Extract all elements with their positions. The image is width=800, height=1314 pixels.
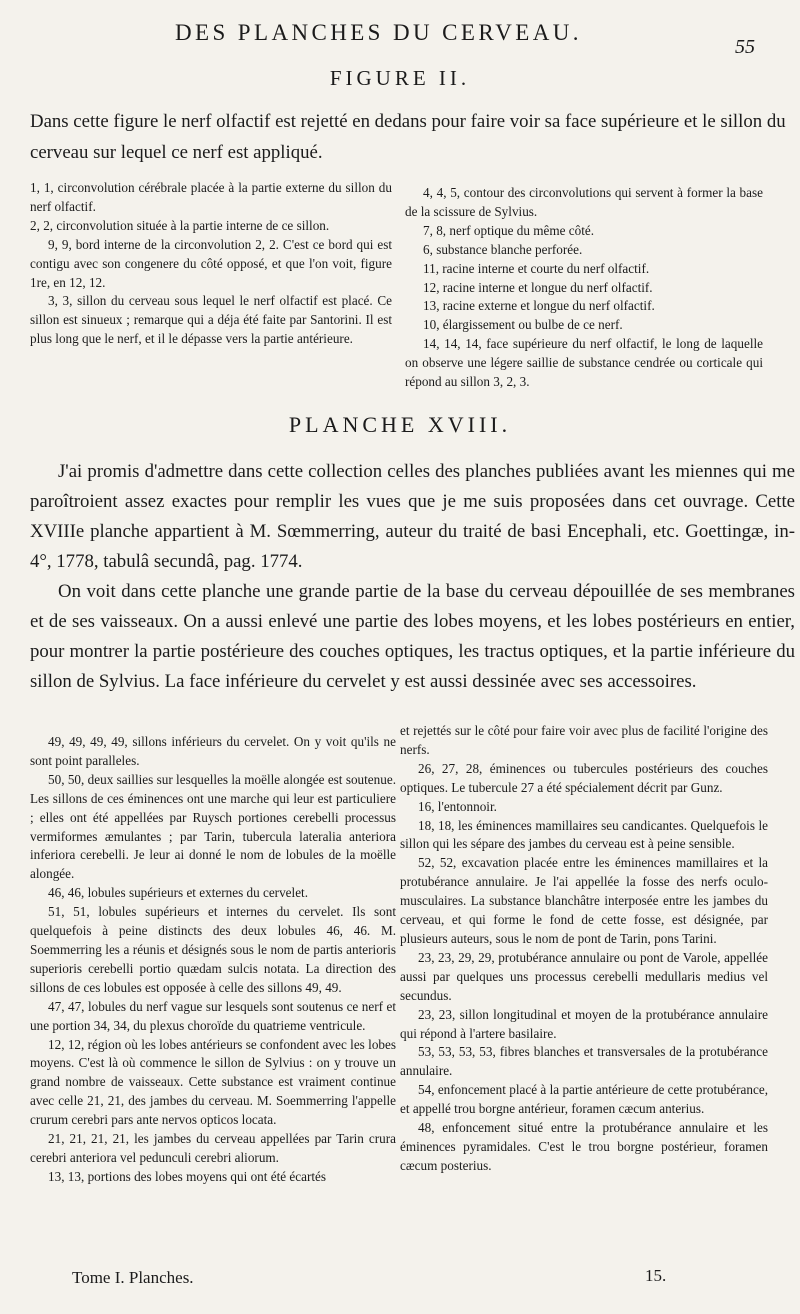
- legend-item: 2, 2, circonvolution située à la partie interne de ce sillon.: [30, 217, 330, 233]
- legend-item: 4, 4, 5, contour des circonvolutions qui servent à former la base de la scissure de Sylvius.: [405, 185, 763, 219]
- legend-item: 23, 23, sillon longitudinal et moyen de la protubérance annulaire qui répond à l'artere basilaire.: [400, 1006, 768, 1041]
- legend-item: 26, 27, 28, éminences ou tubercules postérieurs des couches optiques. Le tubercule 27 a été spécialement décrit par Gunz.: [400, 760, 768, 795]
- legend-item: et rejettés sur le côté pour faire voir avec plus de facilité l'origine des nerfs.: [400, 723, 768, 757]
- legend-item: 6, substance blanche perforée.: [423, 241, 583, 257]
- legend-item: 7, 8, nerf optique du même côté.: [423, 222, 595, 238]
- legend-item: 14, 14, 14, face supérieure du nerf olfactif, le long de laquelle on observe une légere saillie de substance cendrée ou corticale qui répond au sillon 3, 2, 3.: [405, 336, 763, 390]
- page-number: 55: [735, 36, 755, 58]
- plate-legend-left-column: [30, 733, 396, 1187]
- figure-legend-left-column: [30, 179, 392, 349]
- plate-intro-paragraph: J'ai promis d'admettre dans cette collection celles des planches publiées avant les miennes qui me paroîtroient assez exactes pour remplir les vues que je me suis proposées dans cet ouvrage. Cette XVIIIe planche appartient à M. Sœmmerring, auteur du traité de basi Encephali, etc. Goettingæ, in-4°, 1778, tabulâ secundâ, pag. 1774.: [30, 461, 795, 572]
- running-title: DES PLANCHES DU CERVEAU.: [175, 20, 582, 45]
- figure-title: FIGURE II.: [329, 66, 471, 90]
- legend-item: 54, enfoncement placé à la partie antérieure de cette protubérance, et appellé trou borgne antérieur, foramen cæcum anterius.: [400, 1082, 768, 1117]
- figure-legend-right-column: [405, 184, 763, 392]
- volume-title: Tome I. Planches.: [72, 1268, 194, 1287]
- legend-item: 51, 51, lobules supérieurs et internes du cervelet. Ils sont quelquefois à peine distincts des deux lobules 46, 46. M. Soemmerring les a réunis et désignés sous le nom de partis anterioris superioris cerebelli portio quædam sulcis notata. La direction des sillons de ces lobules est opposée à celle des sillons 49, 49.: [30, 904, 396, 995]
- plate-intro-paragraph: On voit dans cette planche une grande partie de la base du cerveau dépouillée de ses membranes et de ses vaisseaux. On a aussi enlevé une partie des lobes moyens, et les lobes postérieurs en entier, pour montrer la partie postérieure des couches optiques, les tractus optiques, et la partie inférieure du sillon de Sylvius. La face inférieure du cervelet y est aussi dessinée avec ses accessoires.: [30, 581, 795, 692]
- legend-item: 46, 46, lobules supérieurs et externes du cervelet.: [48, 885, 309, 901]
- plate-title: PLANCHE XVIII.: [288, 412, 512, 437]
- legend-item: 16, l'entonnoir.: [418, 798, 497, 814]
- plate-intro: [30, 457, 795, 697]
- signature-mark: 15.: [645, 1266, 667, 1285]
- legend-item: 1, 1, circonvolution cérébrale placée à la partie externe du sillon du nerf olfactif.: [30, 180, 392, 214]
- legend-item: 10, élargissement ou bulbe de ce nerf.: [423, 317, 623, 333]
- legend-item: 12, 12, région où les lobes antérieurs se confondent avec les lobes moyens. C'est là où commence le sillon de Sylvius : on y trouve un grand nombre de vaisseaux. Cette substance est vraiment continue avec celle 21, 21, des jambes du cerveau. M. Soemmerring l'appelle crurum cerebri pars ante nervos opticos locata.: [30, 1036, 396, 1128]
- legend-item: 48, enfoncement situé entre la protubérance annulaire et les éminences pyramidales. C'est le trou borgne postérieur, foramen cæcum posterius.: [400, 1120, 768, 1173]
- legend-item: 21, 21, 21, 21, les jambes du cerveau appellées par Tarin crura cerebri anteriora vel pedunculi cerebri aliorum.: [30, 1131, 396, 1165]
- figure-intro-paragraph: Dans cette figure le nerf olfactif est rejetté en dedans pour faire voir sa face supérieure et le sillon du cerveau sur lequel ce nerf est appliqué.: [30, 111, 786, 163]
- figure-intro: [30, 106, 788, 168]
- legend-item: 13, racine externe et longue du nerf olfactif.: [423, 298, 655, 314]
- legend-item: 52, 52, excavation placée entre les éminences mamillaires et la protubérance annulaire. Je l'ai appellée la fosse des nerfs oculo-musculaires. La substance blanchâtre interposée entre les jambes du cerveau, et qui forme le fond de cette fosse, est désignée, par plusieurs auteurs, sous le nom de pont de Tarin, pons Tarini.: [400, 855, 768, 946]
- legend-item: 23, 23, 29, 29, protubérance annulaire ou pont de Varole, appellée aussi par quelques uns processus cerebelli medullaris medius vel secundus.: [400, 949, 768, 1003]
- legend-item: 49, 49, 49, 49, sillons inférieurs du cervelet. On y voit qu'ils ne sont point paralleles.: [30, 734, 396, 768]
- legend-item: 47, 47, lobules du nerf vague sur lesquels sont soutenus ce nerf et une portion 34, 34, du plexus choroïde du quatrieme ventricule.: [30, 998, 396, 1033]
- legend-item: 50, 50, deux saillies sur lesquelles la moëlle alongée est soutenue. Les sillons de ces éminences ont une marche qui leur est particuliere ; elles ont été appellées par Ruysch portiones cerebelli processus vermiformes æmulantes ; par Tarin, tubercula lateralia anteriora inferiora cerebelli. Je leur ai donné le nom de lobules de la moëlle alongée.: [30, 771, 396, 882]
- legend-item: 13, 13, portions des lobes moyens qui ont été écartés: [48, 1168, 326, 1184]
- legend-item: 9, 9, bord interne de la circonvolution 2, 2. C'est ce bord qui est contigu avec son congenere du côté opposé, et que l'on voit, figure 1re, en 12, 12.: [30, 236, 392, 290]
- legend-item: 11, racine interne et courte du nerf olfactif.: [423, 260, 650, 276]
- legend-item: 53, 53, 53, 53, fibres blanches et transversales de la protubérance annulaire.: [400, 1044, 768, 1079]
- legend-item: 18, 18, les éminences mamillaires seu candicantes. Quelquefois le sillon qui les sépare des jambes du cerveau est à peine sensible.: [400, 817, 768, 852]
- legend-item: 3, 3, sillon du cerveau sous lequel le nerf olfactif est placé. Ce sillon est sinueux ; remarque qui a déja été faite par Santorini. Il est plus long que le nerf, et il le dépasse vers la partie antérieure.: [30, 293, 392, 347]
- legend-item: 12, racine interne et longue du nerf olfactif.: [423, 279, 653, 295]
- plate-legend-right-column: [400, 722, 768, 1176]
